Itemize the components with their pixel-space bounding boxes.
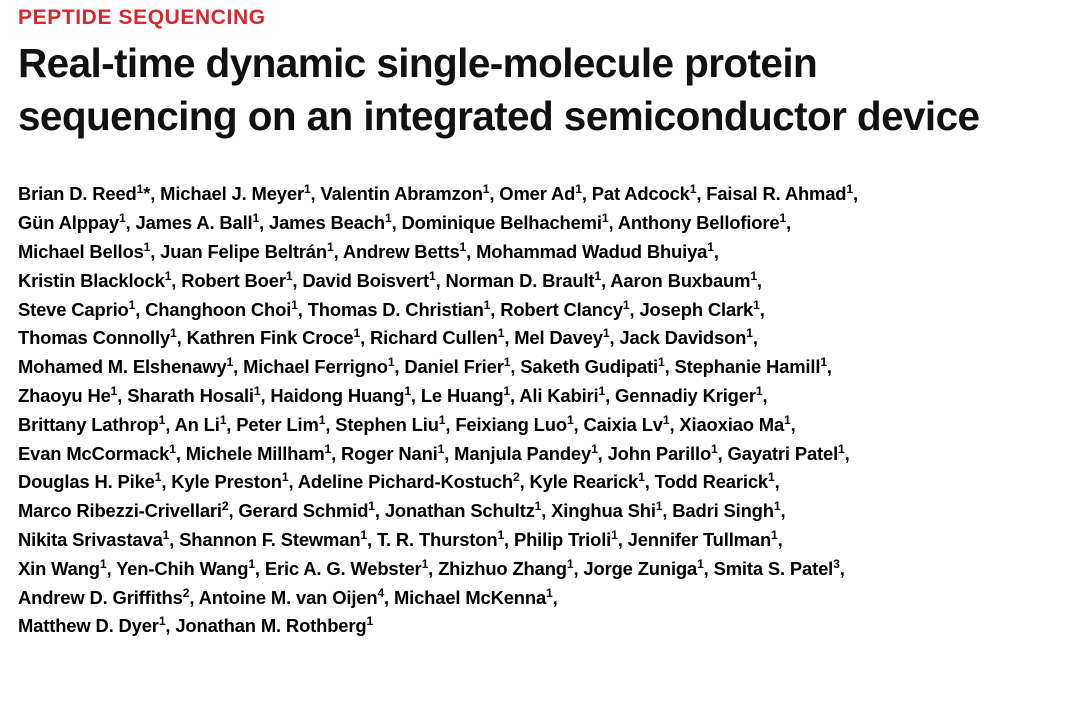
author-affiliation-marker: 1 [771, 527, 778, 542]
author-name: An Li [174, 413, 220, 435]
author-name: Xiaoxiao Ma [679, 413, 785, 435]
author-affiliation-marker: 1 [158, 614, 166, 629]
author-name: Zhaoyu He [18, 384, 111, 406]
author-separator: , [573, 413, 584, 435]
author-affiliation-marker: 1 [482, 182, 490, 197]
author-name: Gerard Schmid [238, 500, 369, 522]
author-separator: , [844, 442, 850, 464]
author-separator: , [297, 298, 308, 320]
author-name: Valentin Abramzon [320, 183, 483, 205]
author-affiliation-marker: 2 [221, 499, 229, 514]
author-affiliation-marker: 1 [384, 211, 392, 226]
author-name: Roger Nani [341, 442, 438, 464]
author-name: Douglas H. Pike [18, 471, 155, 493]
author-affiliation-marker: 1 [497, 527, 505, 542]
author-name: Juan Felipe Beltrán [160, 240, 327, 262]
author-line [18, 267, 1064, 296]
author-separator: , [664, 356, 675, 378]
author-name: John Parillo [607, 442, 712, 464]
author-affiliation-marker: 1 [324, 441, 332, 456]
author-separator: , [165, 413, 175, 435]
author-name: Kristin Blacklock [18, 269, 165, 291]
author-name: Daniel Frier [404, 356, 504, 378]
author-separator: , [292, 269, 303, 291]
author-name: Stephen Liu [335, 413, 439, 435]
author-separator: , [106, 557, 117, 579]
author-name: Andrew Betts [342, 240, 460, 262]
author-affiliation-marker: 1 [99, 556, 107, 571]
author-line [18, 324, 1064, 353]
author-affiliation-marker: 1 [303, 182, 311, 197]
author-separator: , [176, 327, 187, 349]
author-separator: , [310, 183, 321, 205]
author-separator: , [790, 413, 796, 435]
author-affiliation-marker: 1 [546, 585, 553, 600]
author-affiliation-marker: 1 [846, 182, 853, 197]
author-name: James A. Ball [135, 212, 253, 234]
author-name: Michael J. Meyer [160, 183, 304, 205]
author-name: Gennadiy Kriger [615, 384, 756, 406]
author-separator: , [780, 500, 786, 522]
author-separator: , [125, 212, 136, 234]
author-affiliation-marker: 1 [128, 297, 136, 312]
author-affiliation-marker: 1 [143, 239, 151, 254]
author-separator: , [774, 471, 780, 493]
author-name: Badri Singh [672, 500, 774, 522]
author-name: Kathren Fink Croce [186, 327, 354, 349]
author-affiliation-marker: 1 [437, 441, 445, 456]
author-affiliation-marker: 1 [459, 239, 467, 254]
author-separator: , [226, 413, 237, 435]
author-separator: , [260, 384, 271, 406]
author-line [18, 497, 1064, 526]
author-affiliation-marker: 1 [601, 211, 609, 226]
author-affiliation-marker: 1 [711, 441, 718, 456]
author-name: David Boisvert [302, 269, 430, 291]
author-separator: , [504, 327, 515, 349]
author-separator: , [777, 528, 783, 550]
author-separator: , [762, 384, 768, 406]
author-line [18, 440, 1064, 469]
author-separator: , [644, 471, 655, 493]
author-line [18, 209, 1064, 238]
author-name: Faisal R. Ahmad [706, 183, 847, 205]
author-separator: , [466, 240, 477, 262]
author-affiliation-marker: 1 [773, 499, 781, 514]
author-affiliation-marker: 1 [755, 383, 763, 398]
author-affiliation-marker: 1 [285, 268, 293, 283]
author-separator: , [826, 356, 832, 378]
author-separator: , [713, 240, 719, 262]
author-affiliation-marker: 1 [291, 297, 298, 312]
author-affiliation-marker: 1 [784, 412, 791, 427]
author-name: Aaron Buxbaum [610, 269, 751, 291]
author-affiliation-marker: 1 [366, 614, 374, 629]
author-name: Mohamed M. Elshenawy [18, 356, 227, 378]
author-line [18, 584, 1064, 613]
author-affiliation-marker: 1 [326, 239, 334, 254]
author-name: Jorge Zuniga [583, 557, 698, 579]
author-affiliation-marker: 2 [512, 470, 520, 485]
author-affiliation-marker: 1 [119, 211, 126, 226]
author-name: Steve Caprio [18, 298, 129, 320]
author-name: Shannon F. Stewman [179, 528, 361, 550]
author-name: Stephanie Hamill [674, 356, 821, 378]
author-name: Sharath Hosali [127, 384, 254, 406]
author-affiliation-marker: 1 [483, 297, 491, 312]
author-separator: , [435, 269, 446, 291]
author-separator: , [756, 269, 762, 291]
author-name: Michael Ferrigno [243, 356, 388, 378]
author-name: Feixiang Luo [455, 413, 567, 435]
author-separator: , [391, 212, 402, 234]
author-separator: , [608, 212, 618, 234]
section-label: PEPTIDE SEQUENCING [18, 6, 266, 29]
author-separator: , [135, 298, 146, 320]
author-name: James Beach [269, 212, 385, 234]
author-name: Robert Boer [181, 269, 286, 291]
author-affiliation-marker: 1 [154, 470, 162, 485]
author-affiliation-marker: 1 [404, 383, 411, 398]
author-separator: , [228, 500, 239, 522]
author-affiliation-marker: 1 [387, 355, 395, 370]
author-affiliation-marker: 1 [838, 441, 845, 456]
author-name: Richard Cullen [370, 327, 498, 349]
author-affiliation-marker: 1 [566, 412, 574, 427]
author-separator: , [552, 586, 558, 608]
author-separator: , [165, 615, 176, 637]
author-name: Adeline Pichard-Kostuch [297, 471, 513, 493]
author-name: Brittany Lathrop [18, 413, 159, 435]
author-affiliation-marker: 2 [182, 585, 190, 600]
author-name: Andrew D. Griffiths [18, 586, 183, 608]
author-affiliation-marker: 1 [248, 556, 255, 571]
author-line [18, 526, 1064, 555]
author-separator: , [360, 327, 371, 349]
author-name: Michael McKenna [393, 586, 547, 608]
author-line [18, 411, 1064, 440]
author-separator: , [669, 413, 680, 435]
author-affiliation-marker: 1 [655, 499, 663, 514]
author-name: Yen-Chih Wang [116, 557, 249, 579]
author-separator: , [259, 212, 270, 234]
author-list [18, 180, 1064, 641]
author-separator: , [367, 528, 377, 550]
author-separator: , [696, 183, 707, 205]
author-line [18, 180, 1064, 209]
author-affiliation-marker: 1 [503, 355, 511, 370]
author-separator: , [519, 471, 530, 493]
author-affiliation-marker: 1 [662, 412, 670, 427]
author-separator: , [717, 442, 728, 464]
author-name: Robert Clancy [500, 298, 623, 320]
author-affiliation-marker: 1 [497, 326, 505, 341]
author-name: Michael Bellos [18, 240, 144, 262]
author-name: Ali Kabiri [519, 384, 599, 406]
author-line [18, 296, 1064, 325]
author-separator: , [150, 240, 161, 262]
author-affiliation-marker: 1 [746, 326, 753, 341]
author-affiliation-marker: 1 [566, 556, 574, 571]
author-affiliation-marker: 1 [767, 470, 775, 485]
author-affiliation-marker: 1 [503, 383, 511, 398]
author-affiliation-marker: 1 [368, 499, 375, 514]
author-separator: , [175, 442, 186, 464]
author-separator: , [117, 384, 128, 406]
author-affiliation-marker: 1 [158, 412, 166, 427]
author-separator: , [573, 557, 584, 579]
author-affiliation-marker: 1 [697, 556, 704, 571]
author-affiliation-marker: 1 [353, 326, 361, 341]
author-separator: , [384, 586, 394, 608]
author-affiliation-marker: 1 [602, 326, 610, 341]
author-name: Matthew D. Dyer [18, 615, 159, 637]
corresponding-author-marker: * [143, 183, 151, 205]
author-line [18, 612, 1064, 641]
author-name: Peter Lim [236, 413, 319, 435]
author-name: Gayatri Patel [727, 442, 839, 464]
author-line [18, 468, 1064, 497]
author-name: Dominique Belhachemi [401, 212, 602, 234]
author-separator: , [490, 298, 501, 320]
page-title [18, 37, 1018, 142]
author-name: Saketh Gudipati [520, 356, 658, 378]
author-separator: , [504, 528, 514, 550]
author-separator: , [617, 528, 628, 550]
author-affiliation-marker: 1 [820, 355, 827, 370]
author-name: Philip Trioli [513, 528, 612, 550]
author-name: Anthony Bellofiore [617, 212, 780, 234]
author-separator: , [759, 298, 765, 320]
author-affiliation-marker: 1 [707, 239, 714, 254]
author-affiliation-marker: 1 [136, 182, 144, 197]
author-name: Jack Davidson [619, 327, 747, 349]
author-separator: , [629, 298, 640, 320]
author-separator: , [489, 183, 500, 205]
author-name: Pat Adcock [591, 183, 690, 205]
author-separator: , [169, 528, 180, 550]
author-affiliation-marker: 1 [591, 441, 598, 456]
author-separator: , [189, 586, 199, 608]
author-name: Zhizhuo Zhang [438, 557, 567, 579]
author-affiliation-marker: 1 [598, 383, 606, 398]
author-name: Xin Wang [18, 557, 100, 579]
author-affiliation-marker: 1 [164, 268, 172, 283]
author-separator: , [444, 442, 455, 464]
author-name: Antoine M. van Oijen [198, 586, 378, 608]
author-name: Le Huang [420, 384, 504, 406]
author-name: T. R. Thurston [376, 528, 498, 550]
author-name: Joseph Clark [639, 298, 754, 320]
author-separator: , [428, 557, 439, 579]
author-separator: , [541, 500, 552, 522]
author-name: Kyle Rearick [529, 471, 639, 493]
author-separator: , [394, 356, 405, 378]
author-name: Haidong Huang [270, 384, 405, 406]
author-affiliation-marker: 3 [833, 556, 840, 571]
author-name: Jennifer Tullman [627, 528, 772, 550]
author-separator: , [597, 442, 608, 464]
author-separator: , [510, 356, 521, 378]
author-affiliation-marker: 1 [169, 441, 176, 456]
author-name: Omer Ad [499, 183, 576, 205]
author-affiliation-marker: 1 [110, 383, 118, 398]
author-name: Kyle Preston [171, 471, 282, 493]
author-line [18, 382, 1064, 411]
author-affiliation-marker: 1 [611, 527, 618, 542]
author-name: Jonathan Schultz [384, 500, 535, 522]
author-name: Mohammad Wadud Bhuiya [476, 240, 708, 262]
author-name: Michele Millham [185, 442, 325, 464]
author-separator: , [605, 384, 616, 406]
author-affiliation-marker: 1 [638, 470, 645, 485]
author-affiliation-marker: 1 [594, 268, 601, 283]
author-separator: , [853, 183, 858, 205]
author-name: Gün Alppay [18, 212, 120, 234]
author-separator: , [786, 212, 792, 234]
author-separator: , [331, 442, 342, 464]
title-line-2: sequencing on an integrated semiconductor device [18, 92, 980, 139]
author-name: Evan McCormack [18, 442, 170, 464]
author-affiliation-marker: 1 [658, 355, 665, 370]
author-separator: , [445, 413, 456, 435]
author-name: Jonathan M. Rothberg [175, 615, 367, 637]
author-separator: , [325, 413, 336, 435]
author-name: Todd Rearick [654, 471, 768, 493]
author-affiliation-marker: 1 [753, 297, 760, 312]
author-name: Mel Davey [514, 327, 603, 349]
author-affiliation-marker: 1 [421, 556, 429, 571]
author-separator: , [600, 269, 611, 291]
author-name: Marco Ribezzi-Crivellari [18, 500, 222, 522]
author-affiliation-marker: 4 [377, 585, 385, 600]
author-separator: , [333, 240, 343, 262]
author-affiliation-marker: 1 [534, 499, 542, 514]
author-separator: , [609, 327, 620, 349]
author-separator: , [703, 557, 714, 579]
author-affiliation-marker: 1 [253, 383, 261, 398]
author-name: Thomas D. Christian [307, 298, 484, 320]
author-separator: , [410, 384, 421, 406]
author-affiliation-marker: 1 [750, 268, 757, 283]
author-separator: , [150, 183, 161, 205]
author-separator: , [288, 471, 298, 493]
author-affiliation-marker: 1 [170, 326, 177, 341]
author-affiliation-marker: 1 [438, 412, 446, 427]
author-affiliation-marker: 1 [622, 297, 630, 312]
author-line [18, 555, 1064, 584]
author-separator: , [254, 557, 265, 579]
author-name: Caixia Lv [583, 413, 663, 435]
author-separator: , [662, 500, 673, 522]
title-line-1: Real-time dynamic single-molecule protein [18, 40, 818, 87]
author-line [18, 353, 1064, 382]
author-name: Nikita Srivastava [18, 528, 163, 550]
author-affiliation-marker: 1 [575, 182, 582, 197]
author-separator: , [374, 500, 385, 522]
author-separator: , [161, 471, 172, 493]
author-name: Eric A. G. Webster [264, 557, 422, 579]
author-name: Thomas Connolly [18, 327, 171, 349]
author-affiliation-marker: 1 [779, 211, 787, 226]
author-name: Manjula Pandey [454, 442, 592, 464]
author-name: Smita S. Patel [713, 557, 834, 579]
author-name: Xinghua Shi [551, 500, 656, 522]
author-name: Changhoon Choi [145, 298, 292, 320]
author-affiliation-marker: 1 [689, 182, 697, 197]
author-separator: , [510, 384, 520, 406]
author-separator: , [171, 269, 182, 291]
author-name: Norman D. Brault [445, 269, 595, 291]
author-separator: , [233, 356, 244, 378]
author-line [18, 238, 1064, 267]
author-separator: , [581, 183, 592, 205]
author-separator: , [839, 557, 845, 579]
author-affiliation-marker: 1 [219, 412, 227, 427]
author-affiliation-marker: 1 [252, 211, 260, 226]
author-name: Brian D. Reed [18, 183, 137, 205]
author-affiliation-marker: 1 [162, 527, 170, 542]
author-affiliation-marker: 1 [226, 355, 234, 370]
author-affiliation-marker: 1 [318, 412, 326, 427]
author-separator: , [752, 327, 758, 349]
author-affiliation-marker: 1 [281, 470, 289, 485]
author-affiliation-marker: 1 [360, 527, 368, 542]
author-affiliation-marker: 1 [429, 268, 436, 283]
